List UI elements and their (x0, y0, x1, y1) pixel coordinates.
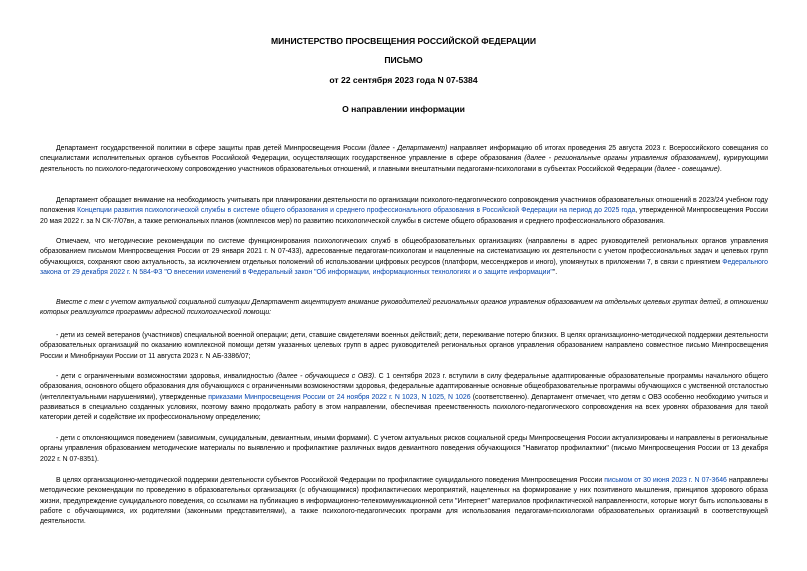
paragraph-1 (40, 144, 768, 175)
text-run: направляет информацию об итогах проведения 25 августа 2023 г. Всероссийского совещания со специалистами исполнительных органов субъектов Российской Федерации, осуществляющих государственное управление в сфере образования (40, 145, 769, 163)
document-type: ПИСЬМО (384, 55, 423, 65)
italic-run: (далее - совещание) (654, 165, 720, 173)
text-run: . (719, 165, 722, 173)
text-run: ". (552, 268, 558, 276)
concept-link[interactable]: Концепции развития психологической службы в системе общего образования и среднего профессионального образования в Российской Федерации на период до 2025 года (77, 207, 636, 215)
document-date-number: от 22 сентября 2023 года N 07-5384 (329, 75, 478, 85)
text-run: - дети с отклоняющимся поведением (зависимым, суицидальным, девиантным, иными формами). С учетом актуальных рисков социальной среды Минпросвещения России актуализированы и направлены в региональные органы управления образованием методические материалы по выявлению и профилактике различных видов девиантного поведения обучающихся "Навигатор профилактики" (письмо Минпросвещения России от 13 декабря 2022 г. N 07-8351). (40, 435, 768, 463)
paragraph-4 (40, 298, 768, 319)
ministry-heading: МИНИСТЕРСТВО ПРОСВЕЩЕНИЯ РОССИЙСКОЙ ФЕДЕРАЦИИ (270, 36, 537, 46)
text-run: направлены методические рекомендации по проведению в образовательных организациях (с обучающимися) профилактических мероприятий, нацеленных на формирование у них позитивного мышления, принципов здорового образа жизни, предупреждение суицидального поведения, со ссылками на публикацию в информационно-телекоммуникационной сети "Интернет" материалов профилактической направленности, которые могут быть использованы в работе с обучающимися, их родителями (законными представителями), а также психолого-педагогических программ для использования педагогами-психологами образовательных организаций в соответствующей деятельности. (40, 477, 768, 526)
document-subject: О направлении информации (342, 104, 465, 114)
paragraph-7 (40, 434, 768, 465)
paragraph-3 (40, 237, 768, 278)
orders-link[interactable]: приказами Минпросвещения России от 24 ноября 2022 г. N 1023, N 1025, N 1026 (208, 393, 471, 401)
text-run: Департамент государственной политики в сфере защиты прав детей Минпросвещения России (56, 145, 369, 152)
text-run: . С 1 сентября 2023 г. вступили в силу федеральные адаптированные образовательные программы начального общего образования, основного общего образования для обучающихся с ограниченными возможностями здоровья, федеральные адаптированные основные общеобразовательные программы обучающихся с умственной отсталостью (интеллектуальными нарушениями), утвержденные (40, 373, 768, 401)
italic-run: (далее - обучающиеся с ОВЗ) (276, 373, 375, 380)
paragraph-8 (40, 476, 768, 527)
text-run: (соответственно). Департамент отмечает, что детям с ОВЗ особенно необходимо учиться и развиваться в специально созданных условиях, поэтому важно продолжать работу в этом направлении, обеспечивая преемственность психолого-педагогического сопровождения на всех уровнях образования для такой категории детей и содействие их профессиональному определению; (40, 393, 769, 422)
text-run: - дети из семей ветеранов (участников) специальной военной операции; дети, ставшие свидетелями военных действий; дети, переживание потерю близких. В целях организационно-методической поддержки деятельности образовательных организаций по оказанию комплексной помощи детям указанных целевых групп в адрес руководителей региональных органов управления образованием направлено совместное письмо Минпросвещения России и Минобрнауки России от 11 августа 2023 г. N АБ-3386/07; (40, 332, 768, 360)
italic-run: Вместе с тем с учетом актуальной социальной ситуации Департамент акцентирует внимание руководителей региональных органов управления образованием на отдельных целевых группах детей, в отношении которых реализуются программы адресной психологической помощи: (40, 299, 768, 317)
paragraph-5 (40, 331, 768, 362)
text-run: Департамент обращает внимание на необходимость учитывать при планировании деятельности по организации психолого-педагогического сопровождения участников образовательных отношений в 2023/24 учебном году положения (40, 197, 768, 215)
italic-run: (далее - Департамент) (368, 145, 448, 152)
letter-link[interactable]: письмом от 30 июня 2023 г. N 07-3646 (604, 477, 727, 484)
text-run: , курирующими деятельность по психолого-педагогическому сопровождению участников образовательных отношений, и главными внештатными педагогами-психологами в субъектах Российской Федерации (40, 155, 768, 173)
text-run: - дети с ограниченными возможностями здоровья, инвалидностью (56, 373, 277, 380)
italic-run: (далее - региональные органы управления образованием) (524, 155, 719, 163)
paragraph-2 (40, 196, 768, 227)
text-run: Отмечаем, что методические рекомендации по системе функционирования психологических служб в общеобразовательных организациях (направлены в адрес руководителей региональных органов управления образованием письмом Минпросвещения России от 29 января 2021 г. N 07-433), адресованные педагогам-психологам и нацеленные на систематизацию их деятельности с учетом профессиональных задач и целевых групп обучающихся, сохраняют свою актуальность, за исключением отдельных положений об использовании цифровых ресурсов (платформ, мессенджеров и иного), упомянутых в приложении 7, в связи с принятием (40, 238, 768, 266)
text-run: , утвержденной Минпросвещения России 20 мая 2022 г. за N СК-7/07вн, а также региональных планов (комплексов мер) по развитию психологической службы в системе общего образования и среднего профессионального образования. (40, 207, 768, 225)
paragraph-6 (40, 372, 768, 423)
federal-law-link[interactable]: Федерального закона от 29 декабря 2022 г. N 584-ФЗ "О внесении изменений в Федеральный закон "Об информации, информационных технологиях и о защите информации" (40, 258, 768, 276)
text-run: В целях организационно-методической поддержки деятельности субъектов Российской Федерации по профилактике суицидального поведения Минпросвещения России (56, 477, 605, 484)
